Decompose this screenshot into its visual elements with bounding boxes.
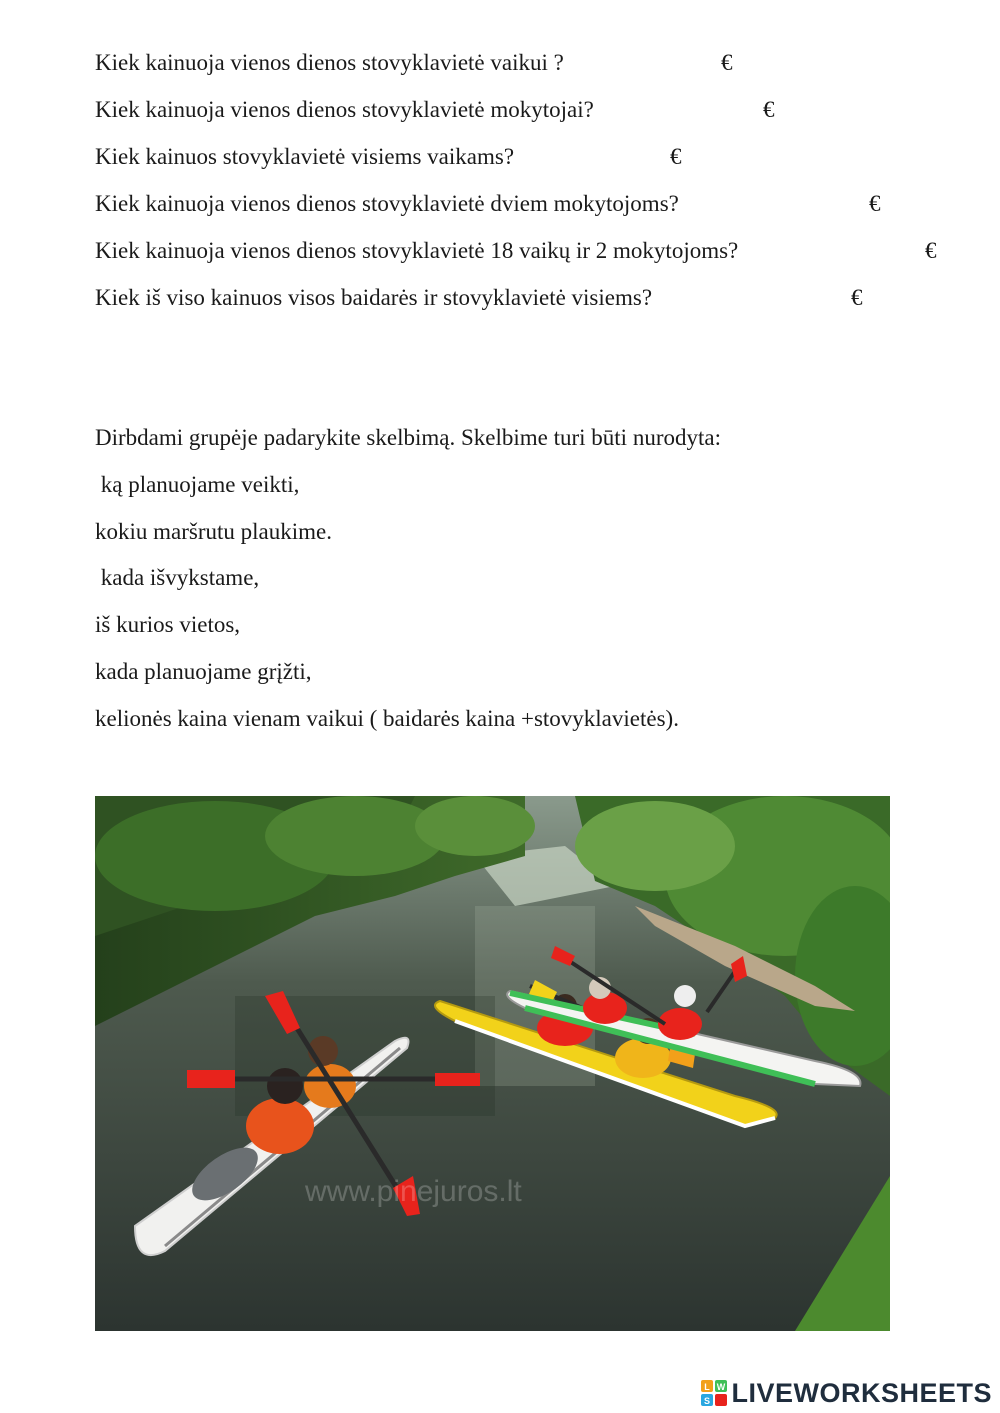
euro-answer-slot[interactable]: €	[763, 97, 775, 122]
question-text: Kiek kainuos stovyklavietė visiems vaikams?	[95, 144, 515, 169]
question-text: Kiek kainuoja vienos dienos stovyklavietė vaikui ?	[95, 50, 564, 75]
euro-answer-slot[interactable]: €	[851, 285, 863, 310]
task-item: ką planuojame veikti,	[95, 472, 300, 497]
task-item: kada planuojame grįžti,	[95, 659, 312, 684]
svg-text:W: W	[717, 1382, 726, 1392]
question-text: Kiek kainuoja vienos dienos stovyklavietė 18 vaikų ir 2 mokytojoms?	[95, 238, 739, 263]
svg-text:L: L	[704, 1382, 711, 1392]
svg-text:S: S	[704, 1396, 711, 1406]
euro-answer-slot[interactable]: €	[721, 50, 733, 75]
question-text: Kiek kainuoja vienos dienos stovyklavietė dviem mokytojoms?	[95, 191, 679, 216]
task-item: iš kurios vietos,	[95, 612, 241, 637]
liveworksheets-logo-text: LIVEWORKSHEETS	[731, 1377, 992, 1408]
question-text: Kiek kainuoja vienos dienos stovyklavietė mokytojai?	[95, 97, 594, 122]
task-item: kelionės kaina vienam vaikui ( baidarės kaina +stovyklavietės).	[95, 706, 679, 731]
liveworksheets-logo-icon	[701, 1380, 727, 1406]
liveworksheets-logo[interactable]	[701, 1377, 992, 1409]
task-item: kada išvykstame,	[95, 565, 260, 590]
task-intro: Dirbdami grupėje padarykite skelbimą. Skelbime turi būti nurodyta:	[95, 425, 721, 450]
question-text: Kiek iš viso kainuos visos baidarės ir stovyklavietė visiems?	[95, 285, 653, 310]
euro-answer-slot[interactable]: €	[869, 191, 881, 216]
euro-answer-slot[interactable]: €	[925, 238, 937, 263]
task-item: kokiu maršrutu plaukime.	[95, 519, 332, 544]
euro-answer-slot[interactable]: €	[670, 144, 682, 169]
photo-watermark: www.pinejuros.lt	[305, 1175, 522, 1208]
kayaking-river-photo	[95, 796, 890, 1331]
